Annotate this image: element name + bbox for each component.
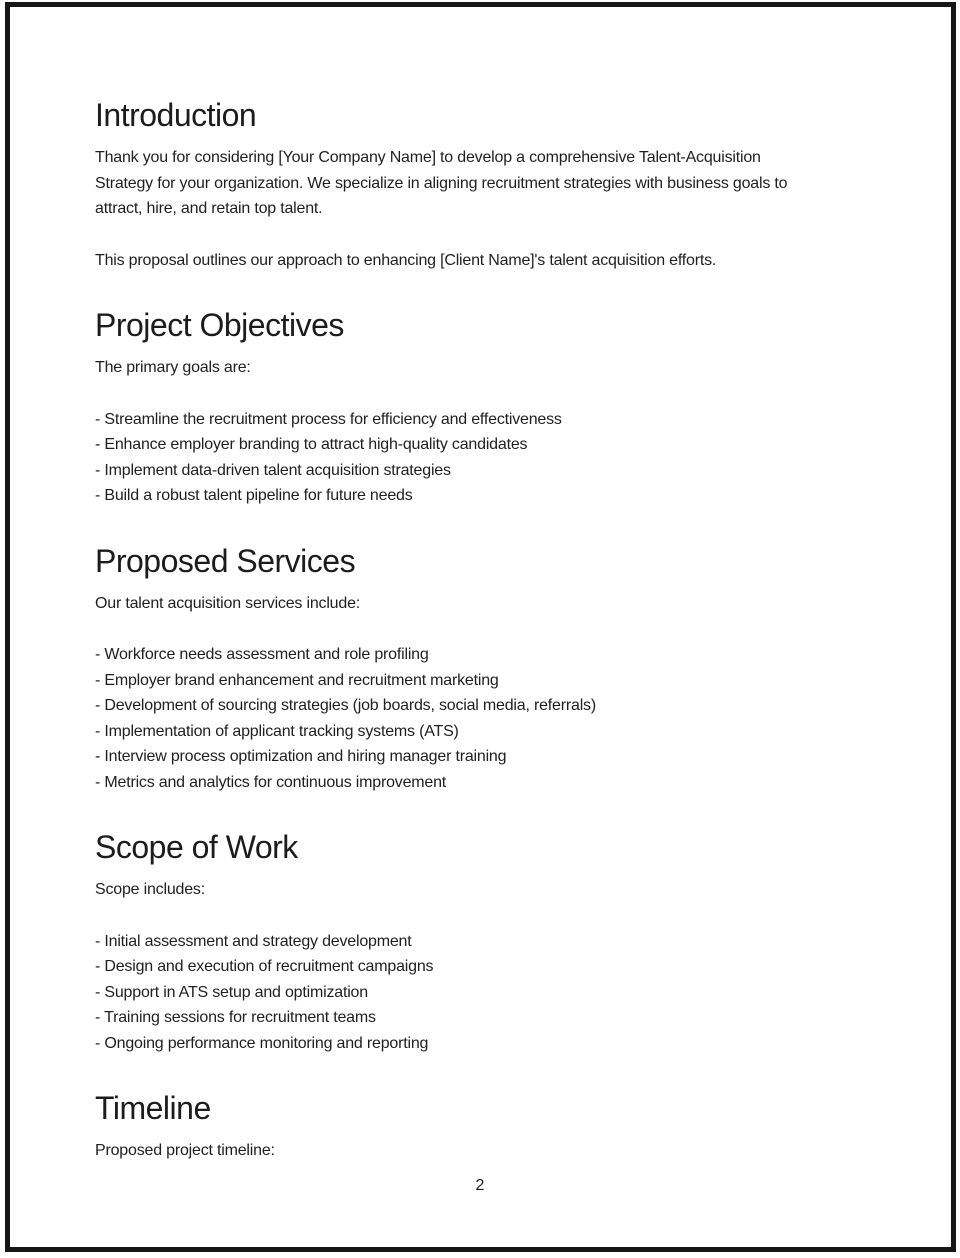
paragraph bbox=[95, 355, 866, 381]
paragraph bbox=[95, 591, 866, 617]
paragraph-line: Scope includes: bbox=[95, 881, 205, 898]
list-item: - Implementation of applicant tracking systems (ATS) bbox=[95, 722, 459, 740]
list-item: - Metrics and analytics for continuous improvement bbox=[95, 773, 447, 791]
list-item: - Build a robust talent pipeline for future needs bbox=[95, 487, 413, 504]
section-proposed-services bbox=[95, 542, 866, 796]
list-item: - Initial assessment and strategy development bbox=[95, 932, 412, 950]
section-project-objectives bbox=[95, 306, 866, 509]
page-number: 2 bbox=[475, 1177, 485, 1194]
list-item: - Support in ATS setup and optimization bbox=[95, 983, 368, 1001]
list-item: - Interview process optimization and hiring manager training bbox=[95, 748, 507, 765]
paragraph-line: Proposed project timeline: bbox=[95, 1142, 275, 1159]
list-item: - Enhance employer branding to attract high-quality candidates bbox=[95, 436, 528, 453]
list-item: - Workforce needs assessment and role profiling bbox=[95, 646, 429, 663]
section-timeline bbox=[95, 1089, 866, 1164]
list-item: - Employer brand enhancement and recruitment marketing bbox=[95, 671, 499, 689]
list bbox=[95, 929, 866, 1057]
paragraph-line: This proposal outlines our approach to enhancing [Client Name]'s talent acquisition efforts. bbox=[95, 251, 717, 269]
paragraph-line: attract, hire, and retain top talent. bbox=[95, 200, 323, 217]
heading-timeline: Timeline bbox=[95, 1090, 211, 1126]
heading-proposed-services: Proposed Services bbox=[95, 542, 356, 579]
section-scope-of-work bbox=[95, 828, 866, 1056]
list-item: - Implement data-driven talent acquisition strategies bbox=[95, 461, 451, 479]
paragraph bbox=[95, 877, 866, 903]
list-item: - Training sessions for recruitment teams bbox=[95, 1009, 376, 1026]
paragraph bbox=[95, 248, 866, 274]
section-introduction bbox=[95, 96, 866, 273]
list bbox=[95, 407, 866, 509]
paragraph-line: Our talent acquisition services include: bbox=[95, 594, 361, 612]
paragraph bbox=[95, 1138, 866, 1164]
list-item: - Streamline the recruitment process for efficiency and effectiveness bbox=[95, 410, 562, 428]
list-item: - Ongoing performance monitoring and reporting bbox=[95, 1034, 429, 1052]
list-item: - Design and execution of recruitment campaigns bbox=[95, 958, 434, 975]
heading-project-objectives: Project Objectives bbox=[95, 307, 344, 343]
page-content bbox=[10, 7, 951, 1247]
paragraph bbox=[95, 145, 866, 222]
list bbox=[95, 642, 866, 795]
paragraph-line: Strategy for your organization. We specialize in aligning recruitment strategies with business goals to bbox=[95, 174, 788, 192]
heading-introduction: Introduction bbox=[95, 97, 257, 133]
paragraph-line: Thank you for considering [Your Company Name] to develop a comprehensive Talent-Acquisition bbox=[95, 149, 761, 166]
paragraph-line: The primary goals are: bbox=[95, 359, 251, 376]
list-item: - Development of sourcing strategies (job boards, social media, referrals) bbox=[95, 697, 596, 714]
heading-scope-of-work: Scope of Work bbox=[95, 829, 298, 865]
